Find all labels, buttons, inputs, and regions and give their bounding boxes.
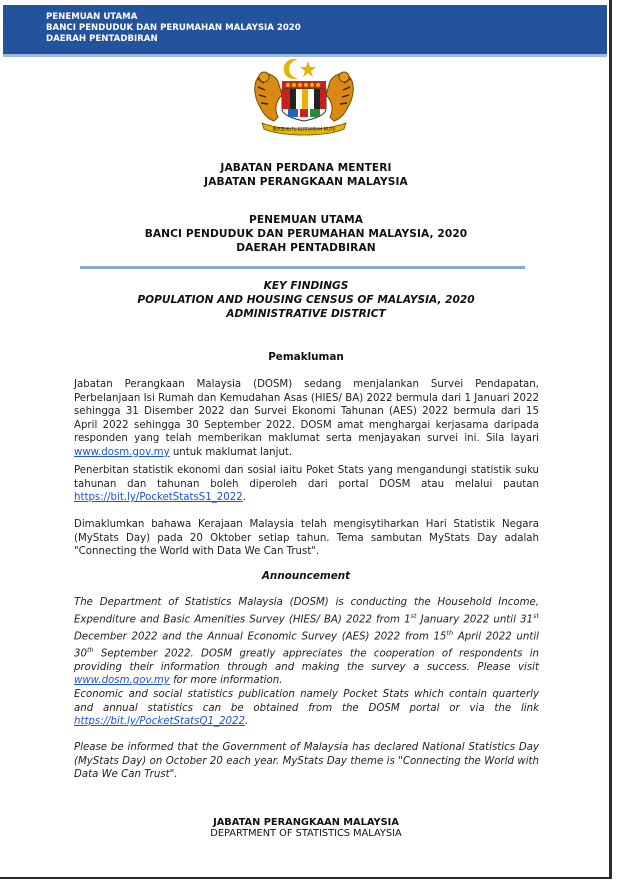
footer (0, 817, 612, 839)
title-malay (0, 213, 612, 255)
crest-motto: BERSEKUTU BERTAMBAH MUTU (272, 126, 336, 132)
ms-p1-text: Jabatan Perangkaan Malaysia (DOSM) sedang menjalankan Survei Pendapatan, Perbelanjaan Isi Rumah dan Kemudahan Asas (HIES/ BA) 2022 bermula dari 1 Januari 2022 sehingga 31 Disember 2022 dan Survei Ekonomi Tahunan (AES) 2022 bermula dari 15 April 2022 sehingga 30 September 2022. DOSM amat menghargai kerjasama daripada responden yang telah memberikan maklumat serta menjayakan survei ini. Sila layari (74, 379, 539, 445)
banner-line-1: PENEMUAN UTAMA (46, 12, 138, 22)
ministry-name (0, 161, 612, 189)
en-p1-part-c: December 2022 and the Annual Economic Survey (AES) 2022 from 15 (74, 630, 447, 642)
header-banner (3, 5, 607, 57)
en-p1-part-e: September 2022. DOSM greatly appreciates the cooperation of respondents in providing their information through and making the survey a success. Please visit (74, 647, 539, 673)
en-paragraph-1 (74, 596, 539, 688)
banner-line-3: DAERAH PENTADBIRAN (46, 34, 158, 44)
en-p2-text: Economic and social statistics publication namely Pocket Stats which contain quarterly and annual statistics can be obtained from the DOSM portal or via the link (74, 689, 539, 714)
title-english-line-2: POPULATION AND HOUSING CENSUS OF MALAYSIA, 2020 (137, 294, 475, 306)
ms-p2-end: . (242, 492, 246, 504)
ms-paragraph-3: Dimaklumkan bahawa Kerajaan Malaysia telah mengisytiharkan Hari Statistik Negara (MyStats Day) pada 20 Oktober setiap tahun. Tema sambutan MyStats Day adalah "Connecting the World with Data We Can Trust". (74, 519, 539, 558)
footer-line-1: JABATAN PERANGKAAN MALAYSIA (213, 817, 399, 828)
pocket-stats-s1-link[interactable]: https://bit.ly/PocketStatsS1_2022 (74, 492, 243, 504)
ordinal-suffix: th (86, 645, 94, 654)
en-p1-end: for more information. (169, 675, 283, 687)
banner-line-2: BANCI PENDUDUK DAN PERUMAHAN MALAYSIA 2020 (46, 23, 301, 33)
ministry-line-2: JABATAN PERANGKAAN MALAYSIA (204, 176, 408, 188)
dosm-website-link[interactable]: www.dosm.gov.my (74, 446, 170, 458)
ordinal-suffix: st (533, 611, 539, 620)
ms-p2-text: Penerbitan statistik ekonomi dan sosial iaitu Poket Stats yang mengandungi statistik suku tahunan dan tahunan boleh diperoleh dari portal DOSM atau melalui pautan (74, 465, 539, 490)
ordinal-suffix: st (410, 611, 417, 620)
en-p1-part-d: April 2022 until 30 (74, 630, 539, 659)
en-p1-part-a: The Department of Statistics Malaysia (DOSM) is conducting the Household Income, Expenditure and Basic Amenities Survey (HIES/ BA) 2022 from 1 (74, 597, 539, 625)
malaysia-coat-of-arms-icon (248, 57, 360, 137)
en-paragraph-3: Please be informed that the Government of Malaysia has declared National Statistics Day (MyStats Day) on October 20 each year. MyStats Day theme is "Connecting the World with Data We Can Trust". (74, 742, 539, 781)
title-malay-line-1: PENEMUAN UTAMA (248, 214, 364, 226)
dosm-website-link-en[interactable]: www.dosm.gov.my (74, 675, 170, 687)
ministry-line-1: JABATAN PERDANA MENTERI (220, 162, 392, 174)
ms-paragraph-2 (74, 464, 539, 505)
ordinal-suffix: th (446, 628, 454, 637)
title-malay-line-2: BANCI PENDUDUK DAN PERUMAHAN MALAYSIA, 2020 (144, 228, 468, 240)
section-title-pemakluman: Pemakluman (268, 351, 344, 363)
title-malay-line-3: DAERAH PENTADBIRAN (236, 242, 376, 254)
title-english-line-1: KEY FINDINGS (263, 280, 349, 292)
en-p2-end: . (245, 716, 249, 728)
ms-p1-end: untuk maklumat lanjut. (169, 446, 293, 458)
title-english-line-3: ADMINISTRATIVE DISTRICT (226, 308, 386, 320)
en-paragraph-2 (74, 688, 539, 729)
footer-line-2: DEPARTMENT OF STATISTICS MALAYSIA (210, 828, 402, 839)
en-p1-part-b: January 2022 until 31 (416, 613, 534, 625)
ms-paragraph-1 (74, 378, 539, 460)
pocket-stats-q1-link[interactable]: https://bit.ly/PocketStatsQ1_2022 (74, 716, 246, 728)
title-divider (80, 266, 525, 269)
title-english (0, 279, 612, 321)
section-title-announcement: Announcement (261, 570, 351, 582)
